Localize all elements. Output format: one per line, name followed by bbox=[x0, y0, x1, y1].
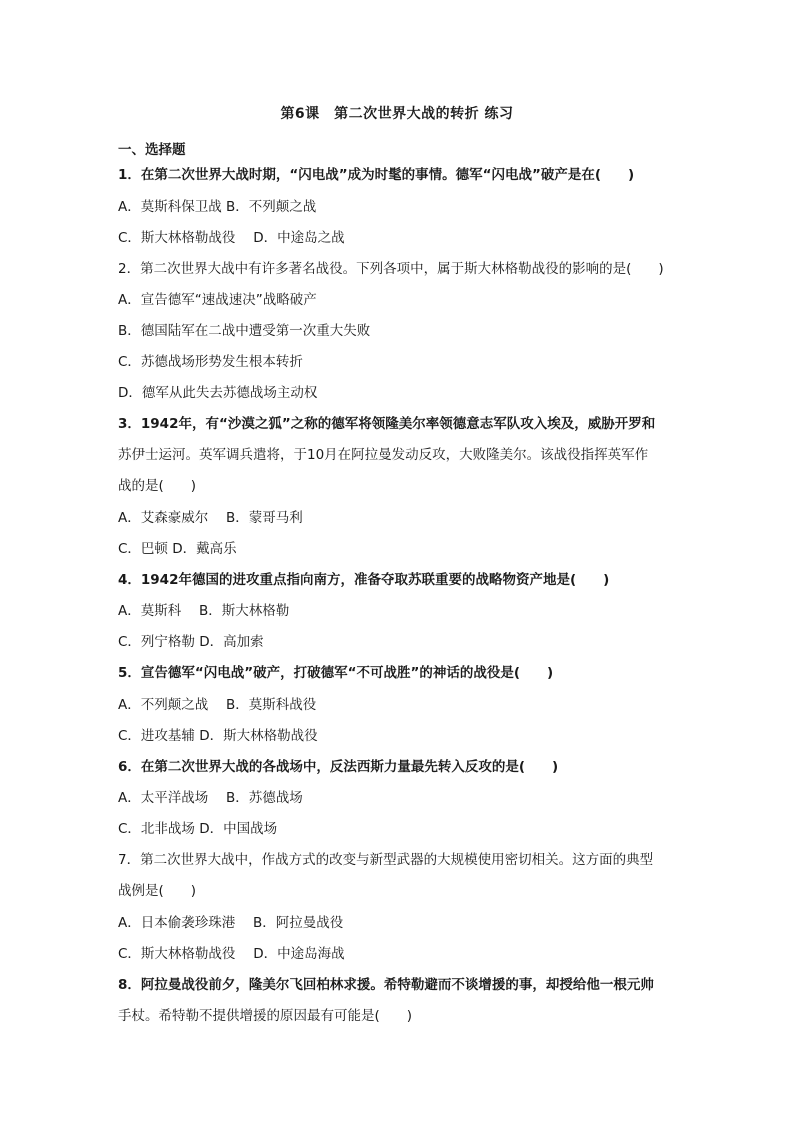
question-1-options-ab: A．莫斯科保卫战 B．不列颠之战 bbox=[118, 199, 317, 215]
question-4-stem: 4．1942年德国的进攻重点指向南方，准备夺取苏联重要的战略物资产地是( ) bbox=[118, 572, 610, 588]
question-4-options-ab: A．莫斯科 B．斯大林格勒 bbox=[118, 603, 290, 619]
question-3-stem-line-3: 战的是( ) bbox=[118, 478, 197, 494]
question-5-options-ab: A．不列颠之战 B．莫斯科战役 bbox=[118, 697, 317, 713]
question-2-option-b: B．德国陆军在二战中遭受第一次重大失败 bbox=[118, 323, 371, 339]
question-3-stem-line-1: 3．1942年，有“沙漠之狐”之称的德军将领隆美尔率领德意志军队攻入埃及，威胁开罗和 bbox=[118, 416, 656, 432]
question-8-stem-line-1: 8．阿拉曼战役前夕，隆美尔飞回柏林求援。希特勒避而不谈增援的事，却授给他一根元帅 bbox=[118, 977, 654, 993]
question-7-options-ab: A．日本偷袭珍珠港 B．阿拉曼战役 bbox=[118, 915, 344, 931]
section-heading: 一、选择题 bbox=[118, 142, 186, 158]
question-7-stem-line-1: 7．第二次世界大战中，作战方式的改变与新型武器的大规模使用密切相关。这方面的典型 bbox=[118, 852, 654, 868]
question-5-options-cd: C．进攻基辅 D．斯大林格勒战役 bbox=[118, 728, 318, 744]
question-2-stem: 2．第二次世界大战中有许多著名战役。下列各项中，属于斯大林格勒战役的影响的是( ) bbox=[118, 261, 664, 277]
question-3-options-ab: A．艾森豪威尔 B．蒙哥马利 bbox=[118, 510, 303, 526]
question-8-stem-line-2: 手杖。希特勒不提供增援的原因最有可能是( ) bbox=[118, 1008, 413, 1024]
page-title: 第6课 第二次世界大战的转折 练习 bbox=[280, 106, 514, 122]
question-6-stem: 6．在第二次世界大战的各战场中，反法西斯力量最先转入反攻的是( ) bbox=[118, 759, 559, 775]
question-2-option-d: D．德军从此失去苏德战场主动权 bbox=[118, 385, 318, 401]
question-6-options-cd: C．北非战场 D．中国战场 bbox=[118, 821, 278, 837]
question-2-option-a: A．宣告德军“速战速决”战略破产 bbox=[118, 292, 317, 308]
question-1-options-cd: C．斯大林格勒战役 D．中途岛之战 bbox=[118, 230, 345, 246]
question-3-options-cd: C．巴顿 D．戴高乐 bbox=[118, 541, 237, 557]
question-1-stem: 1．在第二次世界大战时期，“闪电战”成为时髦的事情。德军“闪电战”破产是在( ) bbox=[118, 167, 635, 183]
question-3-stem-line-2: 苏伊士运河。英军调兵遣将，于10月在阿拉曼发动反攻，大败隆美尔。该战役指挥英军作 bbox=[118, 447, 649, 463]
question-2-option-c: C．苏德战场形势发生根本转折 bbox=[118, 354, 303, 370]
question-6-options-ab: A．太平洋战场 B．苏德战场 bbox=[118, 790, 303, 806]
question-4-options-cd: C．列宁格勒 D．高加索 bbox=[118, 634, 264, 650]
question-7-stem-line-2: 战例是( ) bbox=[118, 883, 197, 899]
question-5-stem: 5．宣告德军“闪电战”破产，打破德军“不可战胜”的神话的战役是( ) bbox=[118, 665, 554, 681]
question-7-options-cd: C．斯大林格勒战役 D．中途岛海战 bbox=[118, 946, 345, 962]
